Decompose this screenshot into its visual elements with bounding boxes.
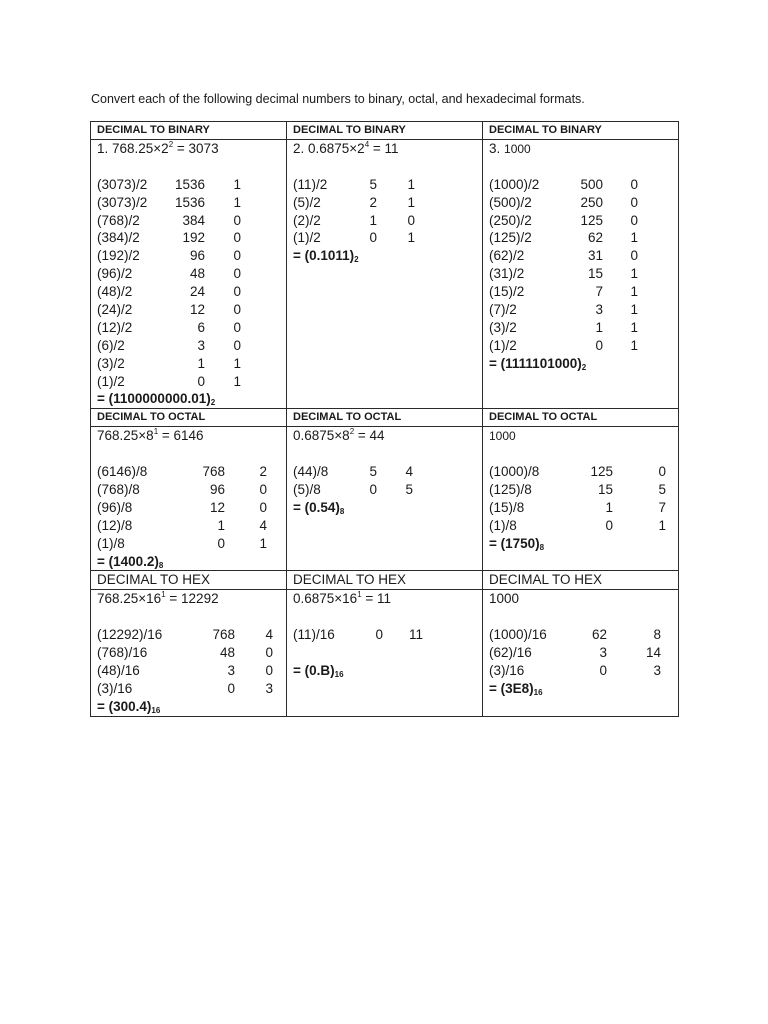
step-remainder: 0 [630,248,638,264]
step-remainder: 0 [259,482,267,498]
step-dividend: (96)/2 [97,266,133,282]
step-remainder: 0 [233,212,241,228]
step-row [97,662,281,680]
binary-2-steps [293,176,477,248]
step-remainder: 4 [405,464,413,480]
step-remainder: 1 [233,194,241,210]
step-remainder: 0 [630,194,638,210]
step-remainder: 0 [233,284,241,300]
binary-3-title: 3. 1000 [489,141,531,156]
hex-2-result: = $(0.B)_{16}$ [293,663,344,680]
step-row [97,194,281,212]
hex-1-steps [97,626,281,698]
step-row [97,283,281,301]
step-row [97,265,281,283]
step-quotient: 48 [219,645,235,661]
step-dividend: (7)/2 [489,302,517,318]
step-dividend: (62)/16 [489,645,532,661]
step-row [293,626,477,644]
step-dividend: (500)/2 [489,194,532,210]
hex-header-row [91,571,679,590]
hex-cell-3 [483,590,679,716]
step-remainder: 1 [407,194,415,210]
step-row [293,194,477,212]
step-row [293,463,477,481]
hex-cell-2 [287,590,483,716]
step-row [97,680,281,698]
octal-2-title: $0.6875\times 8^2 = 44$ [293,427,385,444]
step-row [97,319,281,337]
step-row [97,535,281,553]
step-row [97,481,281,499]
step-dividend: (5)/8 [293,482,321,498]
step-row [489,265,673,283]
step-dividend: (6)/2 [97,337,125,353]
step-remainder: 1 [407,176,415,192]
step-quotient: 768 [202,464,225,480]
step-dividend: (12292)/16 [97,627,163,643]
step-row [489,283,673,301]
step-row [489,463,673,481]
step-dividend: (96)/8 [97,499,133,515]
octal-cell-3 [483,427,679,571]
step-quotient: 24 [189,284,205,300]
step-row [97,212,281,230]
step-dividend: (2)/2 [293,212,321,228]
step-remainder: 2 [259,464,267,480]
step-quotient: 0 [375,627,383,643]
step-dividend: (15)/8 [489,499,525,515]
step-quotient: 96 [209,482,225,498]
step-remainder: 4 [259,517,267,533]
binary-cell-1 [91,140,287,409]
step-quotient: 384 [182,212,205,228]
step-remainder: 1 [630,302,638,318]
step-remainder: 5 [658,482,666,498]
step-remainder: 3 [653,663,661,679]
step-dividend: (5)/2 [293,194,321,210]
step-remainder: 5 [405,482,413,498]
binary-header-2: DECIMAL TO BINARY [287,122,483,140]
binary-cell-3 [483,140,679,409]
step-remainder: 1 [630,284,638,300]
step-dividend: (768)/8 [97,482,140,498]
octal-3-result: = $(1750)_8$ [489,535,545,552]
step-quotient: 0 [369,482,377,498]
step-dividend: (3)/2 [489,319,517,335]
conversion-table [90,121,679,717]
step-dividend: (3073)/2 [97,194,148,210]
octal-header-2: DECIMAL TO OCTAL [287,409,483,427]
step-dividend: (3)/2 [97,355,125,371]
binary-header-row [91,122,679,140]
step-dividend: (48)/2 [97,284,133,300]
step-remainder: 0 [233,230,241,246]
step-remainder: 1 [630,319,638,335]
step-remainder: 0 [259,499,267,515]
step-row [97,644,281,662]
step-row [293,481,477,499]
step-remainder: 0 [233,319,241,335]
octal-body-row [91,427,679,571]
step-remainder: 1 [630,266,638,282]
step-row [489,229,673,247]
binary-1-title: 1. $768.25\times 2^2 = 3073$ [97,140,219,156]
step-quotient: 3 [227,663,235,679]
step-quotient: 2 [369,194,377,210]
step-quotient: 1 [595,319,603,335]
step-quotient: 500 [580,176,603,192]
step-row [489,517,673,535]
step-remainder: 0 [658,464,666,480]
step-quotient: 0 [227,680,235,696]
octal-3-title: 1000 [489,429,516,444]
binary-header-3: DECIMAL TO BINARY [483,122,679,140]
step-quotient: 125 [590,464,613,480]
step-dividend: (384)/2 [97,230,140,246]
step-dividend: (1000)/2 [489,176,540,192]
step-remainder: 11 [408,627,423,643]
octal-cell-1 [91,427,287,571]
step-dividend: (11)/2 [293,176,328,192]
step-quotient: 48 [189,266,205,282]
step-row [489,626,673,644]
step-remainder: 1 [233,373,241,389]
step-remainder: 7 [658,499,666,515]
binary-1-result: = $(1100000000.01)_2$ [97,391,216,408]
step-quotient: 62 [587,230,603,246]
step-quotient: 768 [212,627,235,643]
octal-2-result: = $(0.54)_8$ [293,499,345,516]
step-row [293,176,477,194]
step-row [489,499,673,517]
step-remainder: 0 [233,302,241,318]
binary-2-result: = $(0.1011)_2$ [293,248,359,265]
octal-header-1: DECIMAL TO OCTAL [91,409,287,427]
step-dividend: (12)/2 [97,319,133,335]
step-dividend: (125)/2 [489,230,532,246]
step-row [97,373,281,391]
step-dividend: (192)/2 [97,248,140,264]
step-row [97,517,281,535]
step-row [97,176,281,194]
step-dividend: (44)/8 [293,464,329,480]
step-dividend: (125)/8 [489,482,532,498]
hex-3-result: = $(3E8)_{16}$ [489,680,543,697]
step-remainder: 8 [653,627,661,643]
binary-header-1: DECIMAL TO BINARY [91,122,287,140]
step-dividend: (6146)/8 [97,464,148,480]
binary-1-steps [97,176,281,391]
step-row [97,626,281,644]
step-dividend: (1000)/16 [489,627,547,643]
step-row [97,247,281,265]
step-quotient: 0 [369,230,377,246]
step-remainder: 1 [407,230,415,246]
step-dividend: (48)/16 [97,663,140,679]
step-remainder: 0 [630,176,638,192]
step-row [97,301,281,319]
step-row [293,212,477,230]
step-quotient: 0 [605,517,613,533]
octal-header-3: DECIMAL TO OCTAL [483,409,679,427]
step-dividend: (3)/16 [97,680,133,696]
hex-1-result: = $(300.4)_{16}$ [97,698,161,715]
step-dividend: (1)/2 [293,230,321,246]
octal-1-steps [97,463,281,552]
step-quotient: 1 [605,499,613,515]
binary-body-row [91,140,679,409]
hex-header-3: DECIMAL TO HEX [483,571,679,590]
step-dividend: (3073)/2 [97,176,148,192]
step-quotient: 12 [209,499,225,515]
step-remainder: 0 [233,248,241,264]
step-dividend: (62)/2 [489,248,525,264]
step-quotient: 125 [580,212,603,228]
step-row [489,337,673,355]
step-quotient: 6 [197,319,205,335]
step-quotient: 1536 [174,194,205,210]
step-dividend: (1000)/8 [489,464,540,480]
instruction-text: Convert each of the following decimal numbers to binary, octal, and hexadecimal formats. [91,92,585,106]
step-dividend: (1)/8 [489,517,517,533]
step-quotient: 15 [597,482,613,498]
step-row [489,247,673,265]
octal-header-row [91,409,679,427]
step-row [489,176,673,194]
hex-2-title: $0.6875\times 16^1 = 11$ [293,590,392,607]
hex-body-row [91,590,679,716]
hex-header-1: DECIMAL TO HEX [91,571,287,590]
step-quotient: 3 [595,302,603,318]
step-quotient: 3 [197,337,205,353]
step-row [489,319,673,337]
step-quotient: 12 [189,302,205,318]
step-remainder: 14 [645,645,661,661]
hex-3-title: 1000 [489,591,520,607]
octal-1-result: = $(1400.2)_8$ [97,553,164,570]
binary-cell-2 [287,140,483,409]
step-quotient: 5 [369,464,377,480]
step-dividend: (1)/2 [97,373,125,389]
step-row [97,463,281,481]
step-row [293,229,477,247]
step-row [97,499,281,517]
octal-cell-2 [287,427,483,571]
step-remainder: 0 [407,212,415,228]
step-row [489,644,673,662]
step-dividend: (11)/16 [293,627,335,643]
step-dividend: (3)/16 [489,663,525,679]
step-row [489,481,673,499]
step-quotient: 1536 [174,176,205,192]
step-quotient: 96 [189,248,205,264]
binary-3-steps [489,176,673,355]
step-dividend: (768)/2 [97,212,140,228]
step-remainder: 1 [233,176,241,192]
step-quotient: 5 [369,176,377,192]
step-quotient: 1 [197,355,205,371]
step-quotient: 0 [197,373,205,389]
step-remainder: 3 [265,680,273,696]
binary-3-result: = $(1111101000)_2$ [489,355,587,372]
step-row [489,301,673,319]
step-dividend: (12)/8 [97,517,133,533]
hex-1-title: $768.25\times 16^1 = 12292$ [97,590,219,607]
step-quotient: 192 [182,230,205,246]
hex-2-steps [293,626,477,644]
step-remainder: 1 [630,337,638,353]
step-quotient: 1 [369,212,377,228]
step-row [97,229,281,247]
step-remainder: 1 [630,230,638,246]
hex-3-steps [489,626,673,680]
octal-1-title: $768.25\times 8^1 = 6146$ [97,427,204,444]
step-dividend: (1)/2 [489,337,517,353]
step-quotient: 3 [599,645,607,661]
step-remainder: 0 [233,266,241,282]
step-quotient: 1 [217,517,225,533]
step-row [489,662,673,680]
step-quotient: 7 [595,284,603,300]
step-dividend: (250)/2 [489,212,532,228]
step-quotient: 0 [217,535,225,551]
step-quotient: 250 [580,194,603,210]
hex-header-2: DECIMAL TO HEX [287,571,483,590]
step-remainder: 1 [233,355,241,371]
step-remainder: 0 [265,645,273,661]
step-row [489,194,673,212]
hex-cell-1 [91,590,287,716]
step-remainder: 0 [233,337,241,353]
step-dividend: (31)/2 [489,266,525,282]
octal-2-steps [293,463,477,499]
step-row [97,355,281,373]
step-quotient: 62 [591,627,607,643]
step-quotient: 0 [595,337,603,353]
octal-3-steps [489,463,673,535]
step-row [489,212,673,230]
step-quotient: 15 [587,266,603,282]
step-quotient: 31 [587,248,603,264]
step-dividend: (24)/2 [97,302,133,318]
step-remainder: 0 [630,212,638,228]
step-dividend: (15)/2 [489,284,525,300]
step-remainder: 1 [259,535,267,551]
step-dividend: (768)/16 [97,645,148,661]
step-quotient: 0 [599,663,607,679]
step-dividend: (1)/8 [97,535,125,551]
step-remainder: 1 [658,517,666,533]
binary-2-title: 2. $0.6875\times 2^4 = 11$ [293,140,399,156]
step-remainder: 0 [265,663,273,679]
step-remainder: 4 [265,627,273,643]
step-row [97,337,281,355]
